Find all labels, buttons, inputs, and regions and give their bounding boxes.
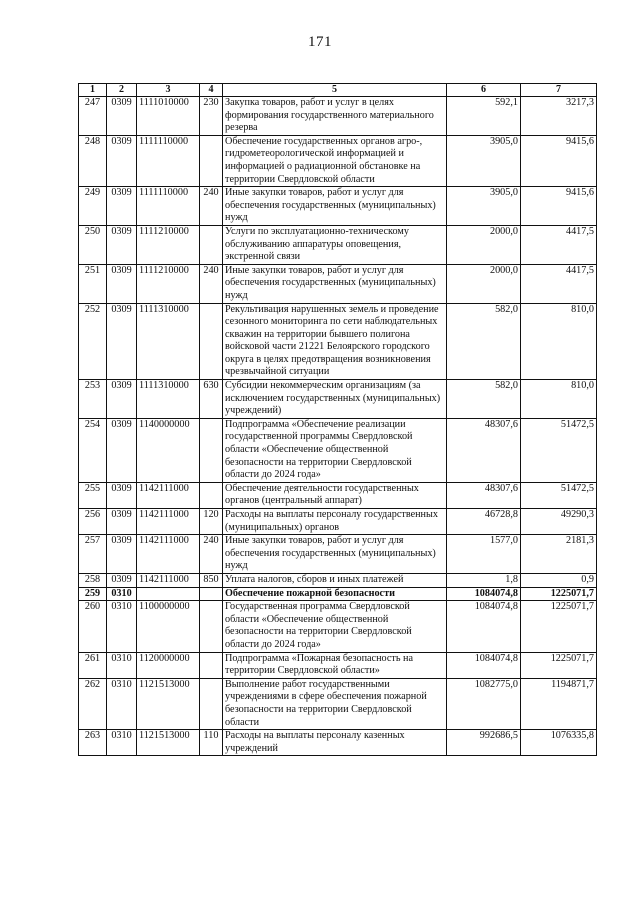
amount-col-6: 582,0 (447, 303, 521, 380)
row-number: 258 (79, 573, 107, 587)
amount-col-6: 48307,6 (447, 418, 521, 482)
target-article-code: 1111110000 (137, 187, 200, 226)
table-row (79, 587, 597, 601)
amount-col-6: 1084074,8 (447, 601, 521, 652)
amount-col-7: 9415,6 (521, 187, 597, 226)
amount-col-7: 1225071,7 (521, 652, 597, 678)
amount-col-6: 582,0 (447, 380, 521, 419)
item-name: Рекультивация нарушенных земель и проведение сезонного мониторинга по сети наблюдательных скважин на территории бывшего полигона войсковой части 21221 Белоярского городского округа в целях предотвращения возникновения чрезвычайной ситуации (223, 303, 447, 380)
header-col-1: 1 (79, 84, 107, 97)
section-code: 0309 (107, 509, 137, 535)
amount-col-7: 51472,5 (521, 418, 597, 482)
section-code: 0309 (107, 535, 137, 574)
page-number: 171 (308, 34, 332, 50)
table-row (79, 573, 597, 587)
table-row (79, 482, 597, 508)
amount-col-6: 1084074,8 (447, 587, 521, 601)
item-name: Расходы на выплаты персоналу казенных учреждений (223, 730, 447, 756)
item-name: Выполнение работ государственными учреждениями в сфере обеспечения пожарной безопасности на территории Свердловской области (223, 678, 447, 729)
item-name: Иные закупки товаров, работ и услуг для обеспечения государственных (муниципальных) нужд (223, 535, 447, 574)
row-number: 254 (79, 418, 107, 482)
target-article-code: 1120000000 (137, 652, 200, 678)
item-name: Государственная программа Свердловской области «Обеспечение общественной безопасности на территории Свердловской области до 2024 года» (223, 601, 447, 652)
amount-col-6: 592,1 (447, 97, 521, 136)
header-col-7: 7 (521, 84, 597, 97)
amount-col-7: 810,0 (521, 380, 597, 419)
target-article-code (137, 587, 200, 601)
table-row (79, 264, 597, 303)
table-row (79, 380, 597, 419)
target-article-code: 1142111000 (137, 535, 200, 574)
amount-col-7: 49290,3 (521, 509, 597, 535)
row-number: 257 (79, 535, 107, 574)
section-code: 0309 (107, 380, 137, 419)
header-row (79, 84, 597, 97)
header-col-4: 4 (200, 84, 223, 97)
row-number: 259 (79, 587, 107, 601)
amount-col-7: 3217,3 (521, 97, 597, 136)
amount-col-6: 46728,8 (447, 509, 521, 535)
section-code: 0310 (107, 601, 137, 652)
expense-type-code (200, 587, 223, 601)
row-number: 255 (79, 482, 107, 508)
expense-type-code (200, 652, 223, 678)
section-code: 0309 (107, 264, 137, 303)
item-name: Иные закупки товаров, работ и услуг для обеспечения государственных (муниципальных) нужд (223, 187, 447, 226)
amount-col-7: 1225071,7 (521, 601, 597, 652)
target-article-code: 1140000000 (137, 418, 200, 482)
amount-col-6: 2000,0 (447, 264, 521, 303)
target-article-code: 1111310000 (137, 303, 200, 380)
amount-col-7: 0,9 (521, 573, 597, 587)
item-name: Уплата налогов, сборов и иных платежей (223, 573, 447, 587)
amount-col-6: 1577,0 (447, 535, 521, 574)
section-code: 0309 (107, 482, 137, 508)
expense-type-code (200, 303, 223, 380)
table-row (79, 509, 597, 535)
table-row (79, 601, 597, 652)
target-article-code: 1111210000 (137, 225, 200, 264)
table-row (79, 225, 597, 264)
row-number: 249 (79, 187, 107, 226)
expense-type-code (200, 135, 223, 186)
row-number: 256 (79, 509, 107, 535)
item-name: Обеспечение пожарной безопасности (223, 587, 447, 601)
row-number: 250 (79, 225, 107, 264)
target-article-code: 1142111000 (137, 573, 200, 587)
header-col-2: 2 (107, 84, 137, 97)
table-row (79, 678, 597, 729)
amount-col-6: 1082775,0 (447, 678, 521, 729)
item-name: Иные закупки товаров, работ и услуг для обеспечения государственных (муниципальных) нужд (223, 264, 447, 303)
table-row (79, 418, 597, 482)
amount-col-7: 1225071,7 (521, 587, 597, 601)
row-number: 261 (79, 652, 107, 678)
amount-col-7: 9415,6 (521, 135, 597, 186)
header-col-3: 3 (137, 84, 200, 97)
header-col-6: 6 (447, 84, 521, 97)
expense-type-code (200, 482, 223, 508)
item-name: Субсидии некоммерческим организациям (за исключением государственных (муниципальных) учреждений) (223, 380, 447, 419)
amount-col-6: 2000,0 (447, 225, 521, 264)
target-article-code: 1142111000 (137, 482, 200, 508)
amount-col-6: 3905,0 (447, 187, 521, 226)
table-row (79, 535, 597, 574)
row-number: 248 (79, 135, 107, 186)
item-name: Закупка товаров, работ и услуг в целях формирования государственного материального резерва (223, 97, 447, 136)
amount-col-7: 4417,5 (521, 225, 597, 264)
row-number: 263 (79, 730, 107, 756)
section-code: 0310 (107, 652, 137, 678)
row-number: 251 (79, 264, 107, 303)
section-code: 0309 (107, 135, 137, 186)
table-row (79, 652, 597, 678)
amount-col-7: 810,0 (521, 303, 597, 380)
section-code: 0309 (107, 418, 137, 482)
item-name: Подпрограмма «Обеспечение реализации государственной программы Свердловской области «Обеспечение общественной безопасности на территории Свердловской области до 2024 года» (223, 418, 447, 482)
table-row (79, 135, 597, 186)
amount-col-6: 992686,5 (447, 730, 521, 756)
target-article-code: 1142111000 (137, 509, 200, 535)
section-code: 0309 (107, 303, 137, 380)
row-number: 247 (79, 97, 107, 136)
expense-type-code (200, 418, 223, 482)
section-code: 0309 (107, 187, 137, 226)
table-row (79, 187, 597, 226)
section-code: 0310 (107, 730, 137, 756)
row-number: 260 (79, 601, 107, 652)
section-code: 0309 (107, 97, 137, 136)
section-code: 0310 (107, 678, 137, 729)
amount-col-6: 1,8 (447, 573, 521, 587)
amount-col-6: 48307,6 (447, 482, 521, 508)
expense-type-code (200, 601, 223, 652)
table-row (79, 97, 597, 136)
table-row (79, 303, 597, 380)
section-code: 0310 (107, 587, 137, 601)
target-article-code: 1111110000 (137, 135, 200, 186)
amount-col-6: 3905,0 (447, 135, 521, 186)
target-article-code: 1111010000 (137, 97, 200, 136)
row-number: 253 (79, 380, 107, 419)
row-number: 252 (79, 303, 107, 380)
row-number: 262 (79, 678, 107, 729)
target-article-code: 1121513000 (137, 730, 200, 756)
target-article-code: 1111310000 (137, 380, 200, 419)
amount-col-7: 51472,5 (521, 482, 597, 508)
item-name: Услуги по эксплуатационно-техническому обслуживанию аппаратуры оповещения, экстренной связи (223, 225, 447, 264)
item-name: Расходы на выплаты персоналу государственных (муниципальных) органов (223, 509, 447, 535)
target-article-code: 1111210000 (137, 264, 200, 303)
expense-type-code (200, 225, 223, 264)
expense-type-code: 850 (200, 573, 223, 587)
amount-col-7: 2181,3 (521, 535, 597, 574)
amount-col-7: 4417,5 (521, 264, 597, 303)
amount-col-6: 1084074,8 (447, 652, 521, 678)
header-col-5: 5 (223, 84, 447, 97)
section-code: 0309 (107, 573, 137, 587)
item-name: Обеспечение деятельности государственных органов (центральный аппарат) (223, 482, 447, 508)
amount-col-7: 1076335,8 (521, 730, 597, 756)
expense-type-code: 240 (200, 264, 223, 303)
table-row (79, 730, 597, 756)
budget-table (78, 83, 597, 756)
expense-type-code: 230 (200, 97, 223, 136)
expense-type-code: 240 (200, 535, 223, 574)
section-code: 0309 (107, 225, 137, 264)
target-article-code: 1100000000 (137, 601, 200, 652)
expense-type-code (200, 678, 223, 729)
expense-type-code: 110 (200, 730, 223, 756)
item-name: Обеспечение государственных органов агро-, гидрометеорологической информацией и информацией о радиационной обстановке на территории Свердловской области (223, 135, 447, 186)
expense-type-code: 630 (200, 380, 223, 419)
expense-type-code: 240 (200, 187, 223, 226)
item-name: Подпрограмма «Пожарная безопасность на территории Свердловской области» (223, 652, 447, 678)
target-article-code: 1121513000 (137, 678, 200, 729)
amount-col-7: 1194871,7 (521, 678, 597, 729)
expense-type-code: 120 (200, 509, 223, 535)
